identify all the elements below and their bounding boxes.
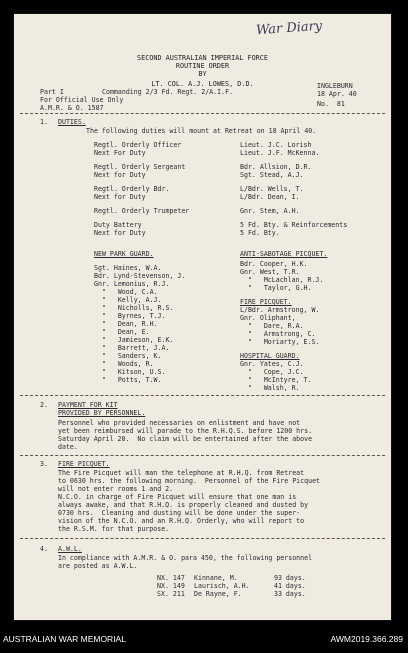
guard-member: " Nicholls, R.S.	[94, 304, 174, 312]
header-location: INGLEBURN	[317, 82, 353, 90]
duty-name: Sgt. Stead, A.J.	[240, 171, 304, 179]
picquet-member: " McIntyre, T.	[240, 376, 312, 384]
section-3-body: 0730 hrs. Cleaning and dusting will be done under the super-	[58, 509, 301, 517]
guard-member: " Kelly, A.J.	[94, 296, 162, 304]
section-4-title: A.W.L.	[58, 545, 82, 553]
guard-member: " Woods, R.	[94, 360, 154, 368]
handwritten-note: War Diary	[255, 18, 323, 39]
duty-name: Lieut. J.F. McKenna.	[240, 149, 320, 157]
duty-role: Next for Duty	[94, 193, 146, 201]
section-4-body: In compliance with A.M.R. & O. para 450, the following personnel	[58, 554, 313, 562]
duty-role: Regtl. Orderly Trumpeter	[94, 207, 190, 215]
picquet-member: L/Bdr. Armstrong, W.	[240, 306, 320, 314]
picquet-member: " Armstrong, C.	[240, 330, 316, 338]
section-4-number: 4.	[40, 545, 48, 553]
guard-member: " Dean, E.	[94, 328, 150, 336]
awl-days: 93 days.	[274, 574, 306, 582]
guard-member: Bdr. Lynd-Stevenson, J.	[94, 272, 186, 280]
picquet-title: HOSPITAL GUARD.	[240, 352, 300, 360]
header-line-4: LT. COL. A.J. LOWES, D.D.	[151, 80, 254, 88]
divider	[20, 113, 385, 114]
picquet-member: Gnr. Yates, C.J.	[240, 360, 304, 368]
section-2-body: Saturday April 20. No claim will be entertained after the above	[58, 435, 313, 443]
section-3-body: The Fire Picquet will man the telephone at R.H.Q. from Retreat	[58, 469, 305, 477]
header-part: Part I	[40, 88, 64, 96]
section-2-body: yet been reimbursed will parade to the R.H.Q.S. before 1200 hrs.	[58, 427, 313, 435]
section-3-body: will not enter rooms 1 and 2.	[58, 485, 174, 493]
header-number: No. 81	[317, 100, 345, 108]
duty-role: Regtl. Orderly Sergeant	[94, 163, 186, 171]
picquet-title: ANTI-SABOTAGE PICQUET.	[240, 250, 328, 258]
awl-days: 33 days.	[274, 590, 306, 598]
footer-bar	[0, 629, 408, 649]
section-3-number: 3.	[40, 460, 48, 468]
awl-service-number: NX. 147	[157, 574, 185, 582]
duty-role: Regtl. Orderly Bdr.	[94, 185, 170, 193]
guard-member: " Kitson, U.S.	[94, 368, 166, 376]
document-page	[14, 14, 391, 620]
section-4-body: are posted as A.W.L.	[58, 562, 138, 570]
awl-days: 41 days.	[274, 582, 306, 590]
guard-member: " Barrett, J.A.	[94, 344, 170, 352]
guard-member: " Dean, R.H.	[94, 320, 158, 328]
section-2-body: date.	[58, 443, 78, 451]
picquet-title: FIRE PICQUET.	[240, 298, 292, 306]
picquet-member: " McLachlan, R.J.	[240, 276, 324, 284]
section-1-title: DUTIES.	[58, 118, 86, 126]
guard-member: " Sanders, K.	[94, 352, 162, 360]
guard-member: " Potts, T.W.	[94, 376, 162, 384]
section-1-intro: The following duties will mount at Retreat on 18 April 40.	[86, 127, 317, 135]
picquet-member: Bdr. Cooper, H.K.	[240, 260, 308, 268]
guard-member: " Wood, C.A.	[94, 288, 158, 296]
duty-name: L/Bdr. Dean, I.	[240, 193, 300, 201]
duty-name: 5 Fd. Bty. & Reinforcements	[240, 221, 348, 229]
divider	[20, 395, 385, 396]
header-commanding: Commanding 2/3 Fd. Regt. 2/A.I.F.	[102, 88, 234, 96]
duty-name: Gnr. Stem, A.H.	[240, 207, 300, 215]
picquet-member: " Taylor, G.H.	[240, 284, 312, 292]
header-line-2: ROUTINE ORDER	[175, 62, 230, 70]
header-line-1: SECOND AUSTRALIAN IMPERIAL FORCE	[137, 54, 268, 62]
guard-member: " Byrnes, T.J.	[94, 312, 166, 320]
section-2-title-2: PROVIDED BY PERSONNEL.	[58, 409, 146, 417]
awl-service-number: NX. 149	[157, 582, 185, 590]
footer-source: AUSTRALIAN WAR MEMORIAL	[3, 634, 126, 644]
section-3-body: vision of the N.C.O. and an R.H.Q. Orderly, who will report to	[58, 517, 305, 525]
awl-name: Laurisch, A.H.	[194, 582, 250, 590]
section-3-body: the R.S.M. for that purpose.	[58, 525, 170, 533]
header-ref: A.M.R. & O. 1587	[40, 104, 104, 112]
divider	[20, 538, 385, 539]
section-3-body: to 0630 hrs. the following morning. Personnel of the Fire Picquet	[58, 477, 321, 485]
duty-name: L/Bdr. Wells, T.	[240, 185, 304, 193]
picquet-member: " Dare, R.A.	[240, 322, 304, 330]
picquet-member: " Moriarty, E.S.	[240, 338, 320, 346]
awl-service-number: SX. 211	[157, 590, 185, 598]
header-official: For Official Use Only	[40, 96, 124, 104]
section-2-number: 2.	[40, 401, 48, 409]
duty-role: Next for Duty	[94, 171, 146, 179]
picquet-member: Gnr. Oliphant,	[240, 314, 296, 322]
section-3-title: FIRE PICQUET.	[58, 460, 110, 468]
section-1-number: 1.	[40, 118, 48, 126]
duty-role: Next for Duty	[94, 229, 146, 237]
guard-title: NEW PARK GUARD.	[94, 250, 154, 258]
header-date: 18 Apr. 40	[317, 90, 357, 98]
guard-member: " Jamieson, E.K.	[94, 336, 174, 344]
duty-name: 5 Fd. Bty.	[240, 229, 280, 237]
picquet-member: Gnr. West, T.R.	[240, 268, 300, 276]
awl-name: De Rayne, F.	[194, 590, 242, 598]
duty-role: Regtl. Orderly Officer	[94, 141, 182, 149]
picquet-member: " Cope, J.C.	[240, 368, 304, 376]
header-line-3: BY	[198, 70, 207, 78]
duty-role: Duty Battery	[94, 221, 142, 229]
section-2-title: PAYMENT FOR KIT	[58, 401, 118, 409]
guard-member: Gnr. Lemonius, R.J.	[94, 280, 170, 288]
awl-name: Kinnane, M.	[194, 574, 238, 582]
picquet-member: " Walsh, R.	[240, 384, 300, 392]
guard-member: Sgt. Haines, W.A.	[94, 264, 162, 272]
footer-accession-number: AWM2019.366.289	[330, 634, 403, 644]
section-2-body: Personnel who provided necessaries on enlistment and have not	[58, 419, 301, 427]
divider	[20, 455, 385, 456]
section-3-body: N.C.O. in charge of Fire Picquet will ensure that one man is	[58, 493, 297, 501]
section-3-body: always awake, and that R.H.Q. is properly cleaned and dusted by	[58, 501, 309, 509]
duty-name: Bdr. Allsion, D.R.	[240, 163, 312, 171]
duty-role: Next For Duty	[94, 149, 146, 157]
duty-name: Lieut. J.C. Lorish	[240, 141, 312, 149]
